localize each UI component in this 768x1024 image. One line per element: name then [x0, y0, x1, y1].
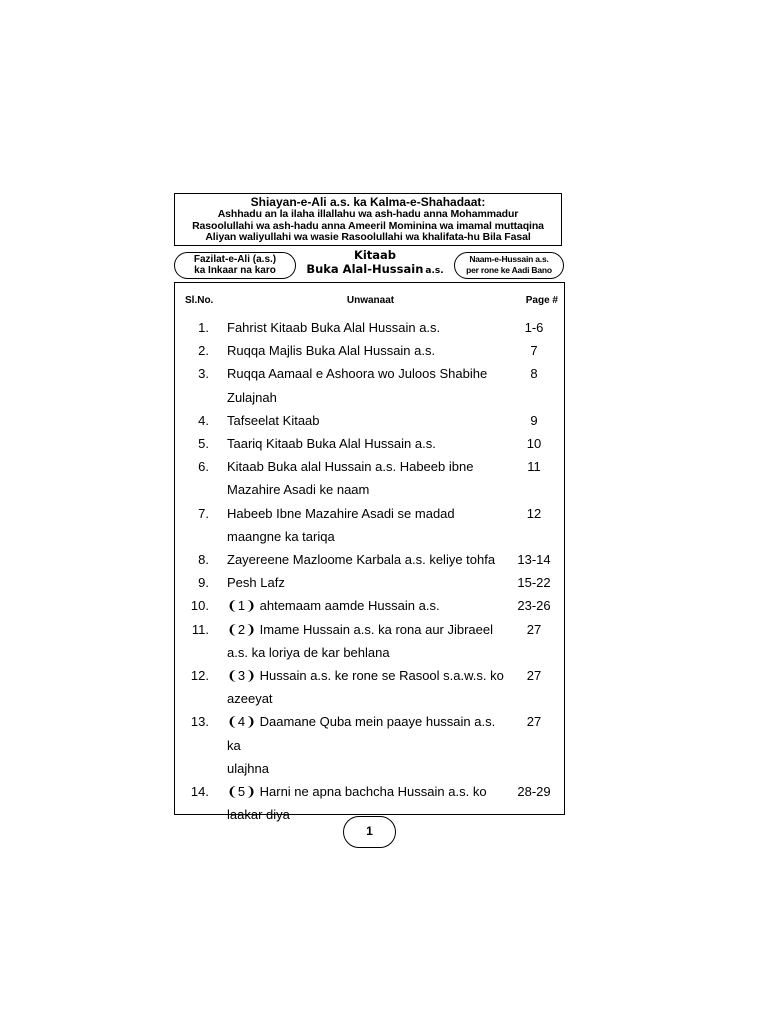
row-number-blank [175, 641, 209, 664]
row-page-blank [505, 525, 563, 548]
row-title: ❨3❩ Hussain a.s. ke rone se Rasool s.a.w.s. ko [227, 668, 504, 684]
row-number-blank [175, 525, 209, 548]
row-title-continuation: Zulajnah [227, 389, 277, 405]
toc-row [175, 362, 563, 385]
toc-table [174, 282, 565, 823]
kalma-line-3: Aliyan waliyullahi wa wasie Rasoolullahi wa khalifata-hu Bila Fasal [205, 231, 531, 243]
book-title-main: Buka Alal-Hussain [306, 262, 424, 276]
row-title: Zayereene Mazloome Karbala a.s. keliye tohfa [227, 552, 496, 568]
row-page: 9 [530, 412, 538, 428]
row-page-blank [505, 687, 563, 710]
row-number: 14. [190, 784, 209, 800]
row-number: 8. [198, 552, 209, 568]
row-number: 5. [198, 436, 209, 452]
row-title-continuation: laakar diya [227, 807, 290, 823]
row-title: Ruqqa Aamaal e Ashoora wo Juloos Shabihe [227, 366, 488, 382]
toc-row-continuation [175, 687, 563, 710]
kitaab-label: Kitaab [353, 248, 397, 262]
row-number-blank [175, 687, 209, 710]
toc-row-continuation [175, 757, 563, 780]
toc-rows [175, 316, 563, 826]
row-title-continuation: Mazahire Asadi ke naam [227, 482, 370, 498]
row-title: Fahrist Kitaab Buka Alal Hussain a.s. [227, 320, 441, 335]
row-number: 4. [198, 412, 209, 428]
toc-row [175, 548, 563, 571]
kalma-line-2: Rasoolullahi wa ash-hadu anna Ameeril Mominina wa imamal muttaqina [192, 219, 544, 232]
row-number: 3. [198, 366, 209, 382]
row-page-blank [505, 386, 563, 409]
toc-row [175, 316, 563, 339]
naam-line-2: per rone ke Aadi Bano [466, 265, 552, 275]
row-number: 2. [198, 343, 209, 359]
toc-row [175, 432, 563, 455]
row-page: 15-22 [517, 575, 551, 591]
row-number: 10. [190, 598, 209, 614]
kalma-title: Shiayan-e-Ali a.s. ka Kalma-e-Shahadaat: [250, 195, 486, 209]
row-page: 27 [526, 714, 542, 730]
row-number: 13. [190, 714, 209, 730]
row-number-blank [175, 386, 209, 409]
toc-row [175, 618, 563, 641]
toc-row [175, 710, 563, 756]
row-title: Pesh Lafz [227, 575, 285, 591]
row-page: 1-6 [524, 320, 544, 335]
row-title: ❨1❩ ahtemaam aamde Hussain a.s. [227, 598, 440, 614]
row-page: 27 [526, 668, 542, 684]
row-page: 12 [526, 505, 542, 521]
row-title-continuation: ulajhna [227, 760, 269, 776]
row-title: Tafseelat Kitaab [227, 412, 320, 428]
toc-row-continuation [175, 641, 563, 664]
row-title: Habeeb Ibne Mazahire Asadi se madad [227, 505, 455, 521]
page-number: 1 [343, 816, 396, 848]
row-title: Ruqqa Majlis Buka Alal Hussain a.s. [227, 343, 436, 359]
row-page: 11 [527, 459, 541, 475]
row-page-blank [505, 803, 563, 826]
row-number: 1. [198, 320, 209, 335]
row-title-continuation: azeeyat [227, 691, 273, 707]
row-title-continuation: maangne ka tariqa [227, 528, 335, 544]
row-page: 8 [530, 366, 538, 382]
row-title: Kitaab Buka alal Hussain a.s. Habeeb ibne [227, 459, 474, 475]
toc-row-continuation [175, 525, 563, 548]
row-page: 7 [530, 343, 538, 359]
toc-row-continuation [175, 386, 563, 409]
row-number-blank [175, 803, 209, 826]
header-slno: Sl.No. [185, 295, 214, 306]
toc-row [175, 571, 563, 594]
row-number-blank [175, 478, 209, 501]
header-page: Page # [525, 295, 558, 306]
row-number: 7. [198, 505, 209, 521]
row-title: ❨4❩ Daamane Quba mein paaye hussain a.s. ka [227, 714, 496, 753]
naam-line-1: Naam-e-Hussain a.s. [469, 254, 549, 264]
toc-row [175, 339, 563, 362]
book-title-suffix: a.s. [425, 266, 444, 276]
fazilat-pill [174, 252, 296, 279]
toc-row [175, 594, 563, 617]
row-title-continuation: a.s. ka loriya de kar behlana [227, 644, 390, 660]
toc-row [175, 502, 563, 525]
row-title: ❨5❩ Harni ne apna bachcha Hussain a.s. ko [227, 784, 487, 800]
row-page: 10 [526, 436, 542, 452]
row-page: 28-29 [517, 784, 551, 800]
header-unwanaat: Unwanaat [346, 295, 395, 306]
row-title: ❨2❩ Imame Hussain a.s. ka rona aur Jibraeel [227, 621, 494, 637]
row-page: 13-14 [517, 552, 551, 568]
toc-row [175, 409, 563, 432]
row-page-blank [505, 478, 563, 501]
book-title-block [298, 249, 452, 279]
toc-row-continuation [175, 478, 563, 501]
book-title [298, 262, 452, 279]
kalma-line-1: Ashhadu an la ilaha illallahu wa ash-hadu anna Mohammadur [217, 208, 519, 220]
fazilat-line-2: ka Inkaar na karo [194, 265, 276, 276]
row-page: 27 [526, 621, 542, 637]
toc-row [175, 780, 563, 803]
toc-row [175, 455, 563, 478]
row-number: 11. [191, 621, 209, 637]
row-number-blank [175, 757, 209, 780]
row-number: 6. [198, 459, 209, 475]
toc-row [175, 664, 563, 687]
row-number: 9. [198, 575, 209, 591]
row-page: 23-26 [517, 598, 551, 614]
kalma-box [174, 193, 562, 246]
row-page-blank [505, 641, 563, 664]
row-page-blank [505, 757, 563, 780]
row-title: Taariq Kitaab Buka Alal Hussain a.s. [227, 436, 436, 452]
fazilat-line-1: Fazilat-e-Ali (a.s.) [193, 254, 277, 265]
naam-pill [454, 252, 564, 279]
row-number: 12. [190, 668, 209, 684]
